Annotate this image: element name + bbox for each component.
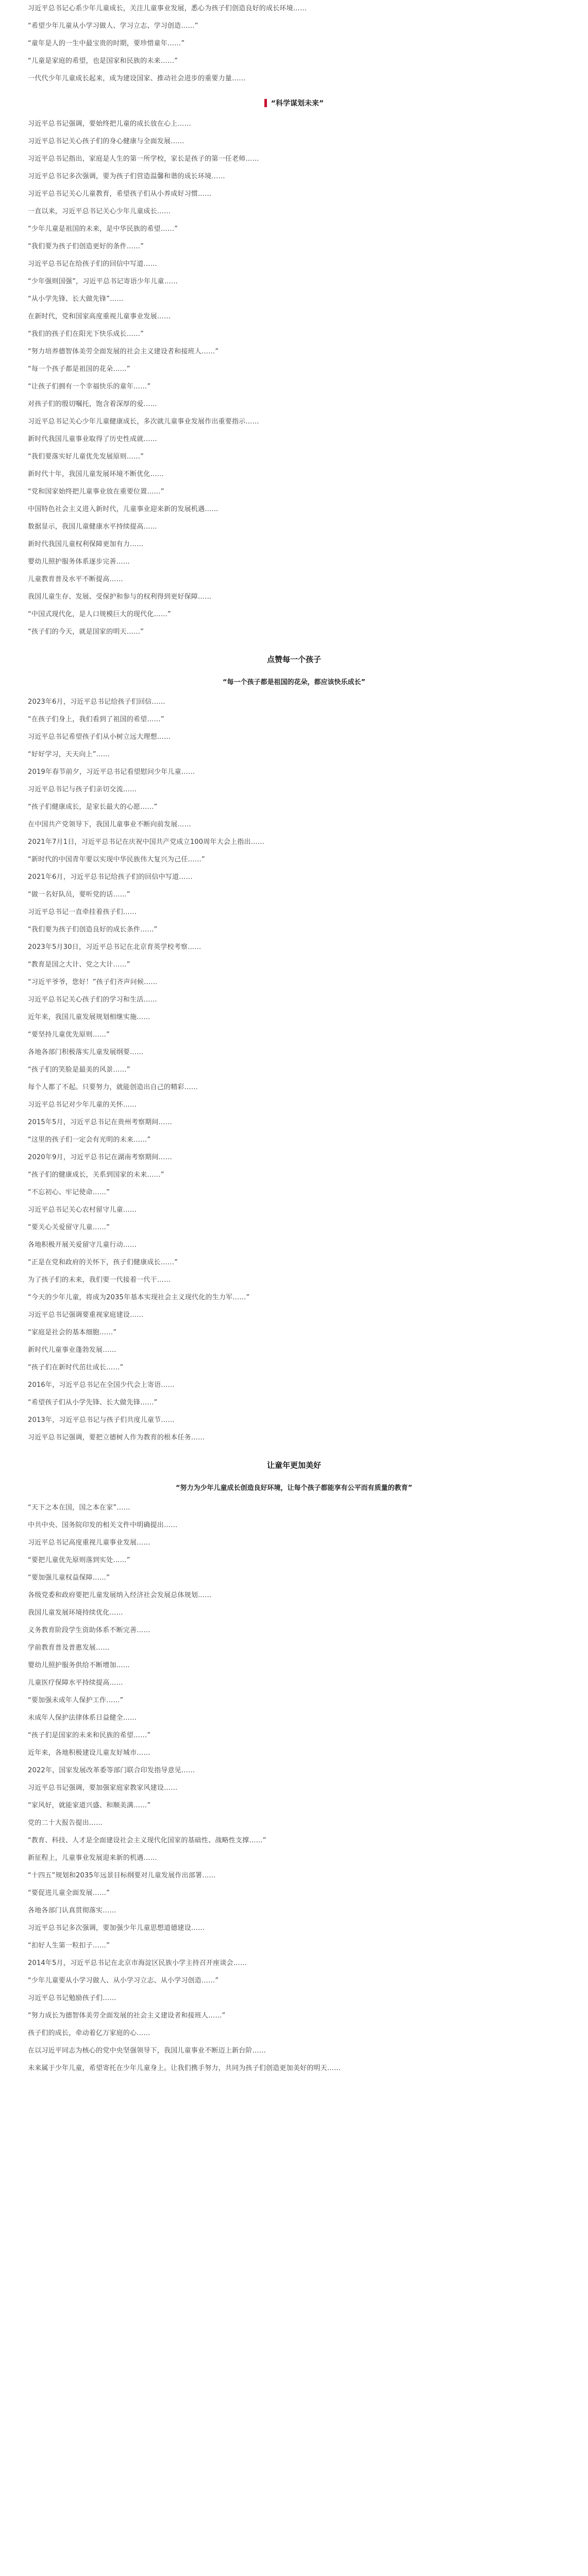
paragraph: “儿童是家庭的希望，也是国家和民族的未来……” [28, 57, 178, 65]
paragraph: 习近平总书记关心儿童教育，希望孩子们从小养成好习惯…… [28, 190, 212, 198]
paragraph: “孩子们的今天，就是国家的明天……” [28, 628, 144, 636]
paragraph: 孩子们的成长，牵动着亿万家庭的心…… [28, 2029, 150, 2037]
paragraph: 习近平总书记多次强调，要为孩子们营造温馨和谐的成长环境…… [28, 173, 225, 180]
paragraph: 新时代我国儿童事业取得了历史性成就…… [28, 435, 157, 443]
paragraph: 每个人都了不起。只要努力，就能创造出自己的精彩…… [28, 1083, 198, 1091]
paragraph: “希望少年儿童从小学习做人、学习立志、学习创造……” [28, 22, 198, 30]
paragraph: 习近平总书记对少年儿童的关怀…… [28, 1101, 137, 1109]
paragraph: 2023年6月，习近平总书记给孩子们回信…… [28, 698, 165, 706]
paragraph: 习近平总书记与孩子们亲切交流…… [28, 786, 137, 793]
paragraph: 习近平总书记关心农村留守儿童…… [28, 1206, 137, 1214]
paragraph: 一代代少年儿童成长起来，成为建设国家、推动社会进步的重要力量…… [28, 75, 246, 82]
paragraph: “要加强未成年人保护工作……” [28, 1697, 124, 1704]
paragraph: 习近平总书记希望孩子们从小树立远大理想…… [28, 733, 171, 741]
paragraph: “家庭是社会的基本细胞……” [28, 1329, 117, 1336]
paragraph: 习近平总书记一直牵挂着孩子们…… [28, 908, 137, 916]
paragraph: 在新时代，党和国家高度重视儿童事业发展…… [28, 313, 171, 320]
paragraph: 在中国共产党领导下，我国儿童事业不断向前发展…… [28, 821, 191, 828]
paragraph: “习近平爷爷，您好！”孩子们齐声问候…… [28, 978, 158, 986]
paragraph: “我们的孩子们在阳光下快乐成长……” [28, 330, 144, 338]
paragraph: 各地积极开展关爱留守儿童行动…… [28, 1241, 137, 1249]
paragraph: “这里的孩子们一定会有光明的未来……” [28, 1136, 151, 1144]
paragraph: “十四五”规划和2035年远景目标纲要对儿童发展作出部署…… [28, 1872, 216, 1879]
paragraph: “正是在党和政府的关怀下，孩子们健康成长……” [28, 1259, 178, 1266]
paragraph: “我们要为孩子们创造更好的条件……” [28, 243, 144, 250]
paragraph: 2023年5月30日，习近平总书记在北京育英学校考察…… [28, 943, 201, 951]
paragraph: “要把儿童优先原则落到实处……” [28, 1556, 130, 1564]
paragraph: “天下之本在国，国之本在家”…… [28, 1504, 130, 1512]
paragraph: 数据显示，我国儿童健康水平持续提高…… [28, 523, 157, 531]
paragraph: “在孩子们身上，我们看到了祖国的希望……” [28, 716, 164, 723]
sub-heading: “每一个孩子都是祖国的花朵，都应该快乐成长” [222, 679, 366, 686]
paragraph: 2013年，习近平总书记与孩子们共度儿童节…… [28, 1416, 175, 1424]
paragraph: “我们要为孩子们创造良好的成长条件……” [28, 926, 158, 934]
paragraph: 2019年春节前夕，习近平总书记看望慰问少年儿童…… [28, 768, 195, 776]
paragraph: 习近平总书记心系少年儿童成长，关注儿童事业发展，悉心为孩子们创造良好的成长环境…… [28, 5, 307, 12]
paragraph: 习近平总书记关心少年儿童健康成长，多次就儿童事业发展作出重要指示…… [28, 418, 259, 426]
paragraph: “孩子们健康成长，是家长最大的心愿……” [28, 803, 158, 811]
paragraph: “要促进儿童全面发展……” [28, 1889, 110, 1897]
paragraph: 2014年5月，习近平总书记在北京市海淀区民族小学主持召开座谈会…… [28, 1959, 247, 1967]
paragraph: 2021年7月1日，习近平总书记在庆祝中国共产党成立100周年大会上指出…… [28, 838, 265, 846]
paragraph: “孩子们是国家的未来和民族的希望……” [28, 1732, 151, 1739]
chapter-heading: 让童年更加美好 [266, 1461, 321, 1470]
paragraph: 2016年，习近平总书记在全国少代会上寄语…… [28, 1381, 175, 1389]
paragraph: “每一个孩子都是祖国的花朵……” [28, 365, 130, 373]
paragraph: 2015年5月，习近平总书记在贵州考察期间…… [28, 1118, 172, 1126]
paragraph: “要加强儿童权益保障……” [28, 1574, 110, 1582]
paragraph: 新时代儿童事业蓬勃发展…… [28, 1346, 116, 1354]
paragraph: 婴幼儿照护服务体系逐步完善…… [28, 558, 130, 566]
section-marker [264, 99, 267, 107]
paragraph: 习近平总书记强调，要加强家庭家教家风建设…… [28, 1784, 178, 1792]
paragraph: “童年是人的一生中最宝贵的时期，要珍惜童年……” [28, 40, 185, 47]
paragraph: 义务教育阶段学生资助体系不断完善…… [28, 1626, 150, 1634]
sub-heading: “努力为少年儿童成长创造良好环境，让每个孩子都能享有公平而有质量的教育” [175, 1484, 413, 1492]
paragraph: “从小学先锋、长大做先锋”…… [28, 295, 124, 303]
paragraph: “孩子们的笑脸是最美的风景……” [28, 1066, 130, 1074]
paragraph: 对孩子们的殷切嘱托，饱含着深厚的爱…… [28, 400, 157, 408]
paragraph: “努力培养德智体美劳全面发展的社会主义建设者和接班人……” [28, 348, 219, 355]
paragraph: “让孩子们拥有一个幸福快乐的童年……” [28, 383, 151, 391]
paragraph: 中国特色社会主义进入新时代，儿童事业迎来新的发展机遇…… [28, 505, 219, 513]
paragraph: 未来属于少年儿童，希望寄托在少年儿童身上。让我们携手努力，共同为孩子们创造更加美好的明天…… [28, 2064, 341, 2072]
paragraph: 近年来，各地积极建设儿童友好城市…… [28, 1749, 150, 1757]
paragraph: “教育、科技、人才是全面建设社会主义现代化国家的基础性、战略性支撑……” [28, 1837, 266, 1844]
paragraph: “孩子们在新时代茁壮成长……” [28, 1364, 124, 1371]
paragraph: “家风好，就能家道兴盛、和顺美满……” [28, 1802, 151, 1809]
section-heading [14, 98, 574, 109]
paragraph: 习近平总书记强调，要把立德树人作为教育的根本任务…… [28, 1434, 205, 1442]
paragraph: “我们要落实好儿童优先发展原则……” [28, 453, 144, 461]
paragraph: 未成年人保护法律体系日益健全…… [28, 1714, 137, 1722]
paragraph: 各级党委和政府要把儿童发展纳入经济社会发展总体规划…… [28, 1591, 212, 1599]
paragraph: 新时代我国儿童权利保障更加有力…… [28, 540, 144, 548]
paragraph: 习近平总书记关心孩子们的学习和生活…… [28, 996, 157, 1004]
paragraph: “少年强则国强”，习近平总书记寄语少年儿童…… [28, 278, 178, 285]
paragraph: 学前教育普及普惠发展…… [28, 1644, 110, 1652]
paragraph: 2020年9月，习近平总书记在湖南考察期间…… [28, 1154, 172, 1161]
paragraph: “扣好人生第一粒扣子……” [28, 1942, 110, 1950]
paragraph: “希望孩子们从小学先锋、长大做先锋……” [28, 1399, 158, 1406]
paragraph: 习近平总书记强调，要始终把儿童的成长放在心上…… [28, 120, 191, 128]
paragraph: “努力成长为德智体美劳全面发展的社会主义建设者和接班人……” [28, 2012, 226, 2020]
paragraph: “孩子们的健康成长，关系到国家的未来……” [28, 1171, 164, 1179]
paragraph: 我国儿童生存、发展、受保护和参与的权利得到更好保障…… [28, 593, 212, 601]
paragraph: 婴幼儿照护服务供给不断增加…… [28, 1662, 130, 1669]
paragraph: 儿童医疗保障水平持续提高…… [28, 1679, 123, 1687]
paragraph: “做一名好队员，要听党的话……” [28, 891, 130, 899]
paragraph: “少年儿童要从小学习做人、从小学习立志、从小学习创造……” [28, 1977, 219, 1985]
paragraph: 新征程上，儿童事业发展迎来新的机遇…… [28, 1854, 157, 1862]
paragraph: “新时代的中国青年要以实现中华民族伟大复兴为己任……” [28, 856, 205, 863]
paragraph: “中国式现代化，是人口规模巨大的现代化……” [28, 611, 171, 618]
paragraph: 各地各部门积极落实儿童发展纲要…… [28, 1048, 144, 1056]
paragraph: “要坚持儿童优先原则……” [28, 1031, 110, 1039]
paragraph: 2022年，国家发展改革委等部门联合印发指导意见…… [28, 1767, 195, 1774]
paragraph: “教育是国之大计、党之大计……” [28, 961, 130, 969]
paragraph: 在以习近平同志为核心的党中央坚强领导下，我国儿童事业不断迈上新台阶…… [28, 2047, 266, 2055]
paragraph: “今天的少年儿童，将成为2035年基本实现社会主义现代化的生力军……” [28, 1294, 250, 1301]
paragraph: 习近平总书记强调要重视家庭建设…… [28, 1311, 144, 1319]
paragraph: 中共中央、国务院印发的相关文件中明确提出…… [28, 1521, 178, 1529]
paragraph: 习近平总书记多次强调，要加强少年儿童思想道德建设…… [28, 1924, 205, 1932]
paragraph: “好好学习，天天向上”…… [28, 751, 110, 758]
chapter-heading: 点赞每一个孩子 [266, 655, 321, 664]
paragraph: 习近平总书记关心孩子们的身心健康与全面发展…… [28, 138, 184, 145]
paragraph: 习近平总书记在给孩子们的回信中写道…… [28, 260, 157, 268]
paragraph: 我国儿童发展环境持续优化…… [28, 1609, 123, 1617]
paragraph: “不忘初心、牢记使命……” [28, 1189, 110, 1196]
paragraph: 近年来，我国儿童发展规划相继实施…… [28, 1013, 150, 1021]
paragraph: “要关心关爱留守儿童……” [28, 1224, 110, 1231]
paragraph: 党的二十大报告提出…… [28, 1819, 103, 1827]
paragraph: 一直以来，习近平总书记关心少年儿童成长…… [28, 208, 171, 215]
paragraph: “少年儿童是祖国的未来，是中华民族的希望……” [28, 225, 178, 233]
section-heading-text: “科学谋划未来” [271, 99, 324, 108]
paragraph: 儿童教育普及水平不断提高…… [28, 575, 123, 583]
paragraph: 各地各部门认真贯彻落实…… [28, 1907, 116, 1914]
paragraph: 2021年6月，习近平总书记给孩子们的回信中写道…… [28, 873, 193, 881]
paragraph: 习近平总书记指出，家庭是人生的第一所学校，家长是孩子的第一任老师…… [28, 155, 259, 163]
paragraph: 新时代十年，我国儿童发展环境不断优化…… [28, 470, 164, 478]
paragraph: 习近平总书记高度重视儿童事业发展…… [28, 1539, 150, 1547]
paragraph: 为了孩子们的未来，我们要一代接着一代干…… [28, 1276, 171, 1284]
paragraph: “党和国家始终把儿童事业放在重要位置……” [28, 488, 164, 496]
paragraph: 习近平总书记勉励孩子们…… [28, 1994, 116, 2002]
